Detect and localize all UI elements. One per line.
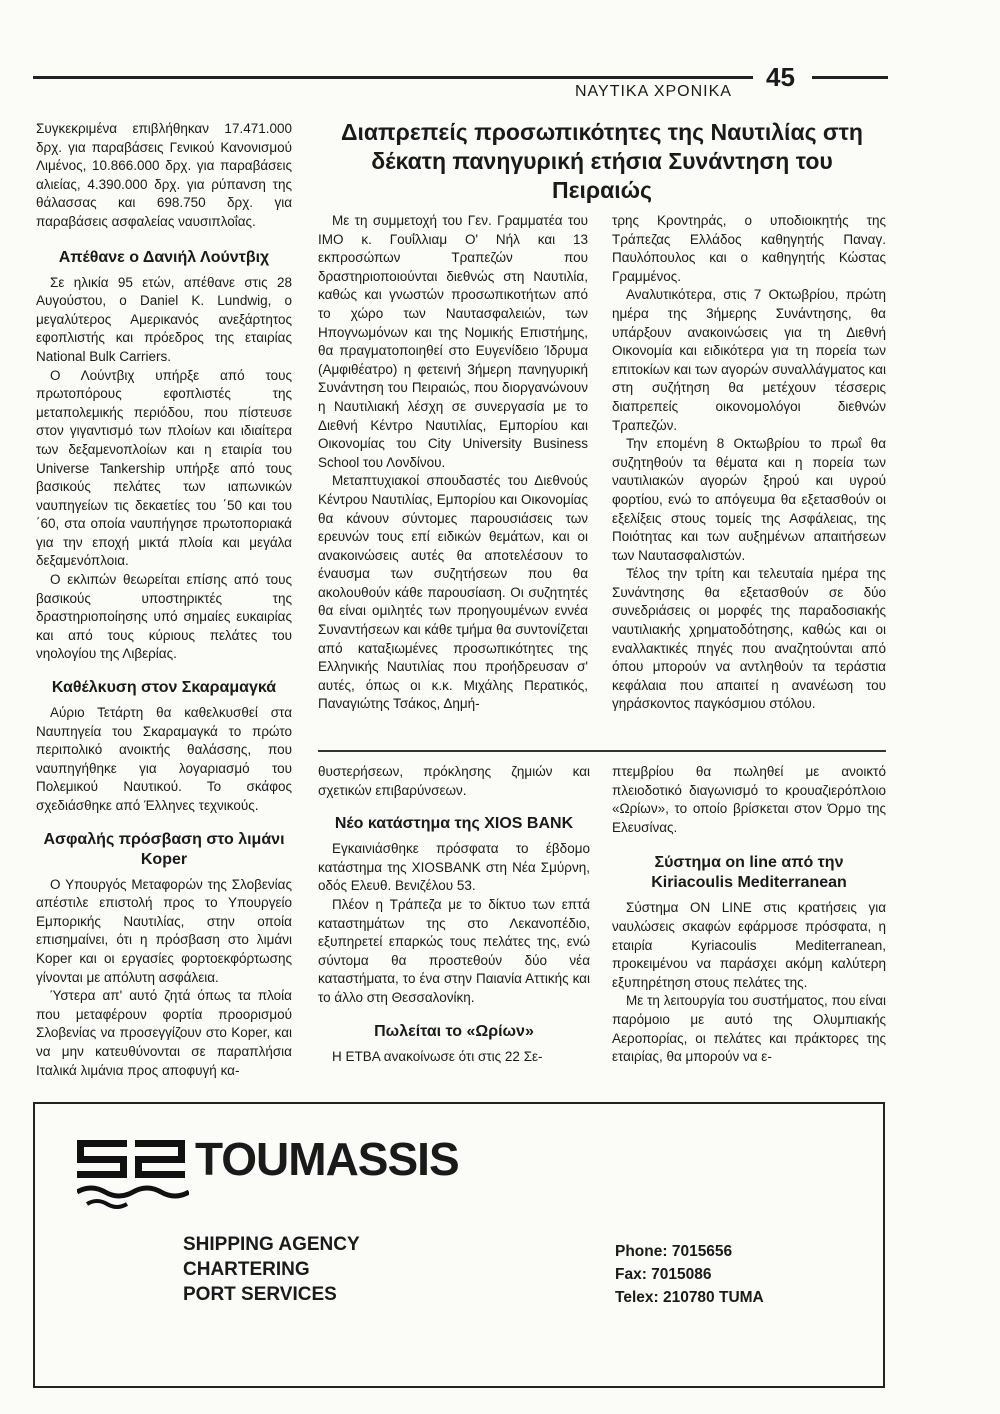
lundwig-paragraph-3: Ο εκλιπών θεωρείται επίσης από τους βασικούς υποστηρικτές της δραστηριοποίησης υπό σημαίες ευκαιρίας και από τους κύριους πελάτες του νηολογίου της Λιβερίας. (36, 572, 292, 662)
koper-heading: Ασφαλής πρόσβαση στο λιμάνι Koper (43, 830, 285, 868)
continuation-paragraph: θυστερήσεων, πρόκλησης ζημιών και σχετικών επιβαρύνσεων. (318, 764, 590, 798)
main-paragraph-1: Με τη συμμετοχή του Γεν. Γραμματέα του ΙΜΟ κ. Γουΐλλιαμ Ο' Νήλ και 13 εκπροσώπων Τραπεζών που δραστηριοποιούνται διεθνώς στη Ναυτιλία, καθώς και γνωστών προσωπικοτήτων από το χώρο των Ναυτασφαλειών, των Ηπογνωμόνων και της Νομικής Επιστήμης, θα πραγματοποιηθεί στο Ευγενίδειο Ίδρυμα (Αμφιθέατρο) η φετεινή 3ήμερη πανηγυρική Συνάντηση του Πειραιώς, που διοργανώνουν η Ναυτιλιακή λέσχη σε συνεργασία με το Διεθνή Κέντρο Ναυτιλίας, Εμπορίου και Οικονομίας του City University Business School του Λονδίνου. (318, 213, 588, 470)
main-paragraph-5: Την επομένη 8 Οκτωβρίου το πρωΐ θα συζητηθούν τα θέματα και η πορεία των ναυτιλιακών αγορών ξηρού και υγρού φορτίου, ενώ το απόγευμα θα εξετασθούν οι εξελίξεις στους τομείς της Ασφάλειας, της Ποιότητας και των αυξημένων απαιτήσεων των Ναυτασφαλιστών. (612, 436, 886, 563)
orion-paragraph: Η ΕΤΒΑ ανακοίνωσε ότι στις 22 Σε- (332, 1048, 543, 1064)
main-paragraph-4: Αναλυτικότερα, στις 7 Οκτωβρίου, πρώτη ημέρα της 3ήμερης Συνάντησης, θα υπάρξουν ανακοινώσεις για τη Διεθνή Οικονομία και ειδικότερα για τη πορεία των επιτοκίων και των αγορών συναλλάγματος και στη συζήτηση θα μετέχουν τέσσερις διαπρεπείς οικονομολόγοι διεθνών Τραπεζών. (612, 287, 886, 433)
page-number: 45 (766, 62, 795, 92)
service-item: SHIPPING AGENCY (183, 1234, 360, 1255)
brand-name: TOUMASSIS (195, 1133, 459, 1185)
main-paragraph-2: Μεταπτυχιακοί σπουδαστές του Διεθνούς Κέντρου Ναυτιλίας, Εμπορίου και Οικονομίας θα κάνουν σύντομες παρουσιάσεις των ερευνών τους επί ειδικών θεμάτων, και οι ανακοινώσεις αυτές θα αποτελέσουν το έναυσμα των συζητήσεων που θα ακολουθούν κάθε παρουσίαση. Οι συζητητές θα είναι ομιλητές των προηγουμένων εννέα Συναντήσεων και κάθε τμήμα θα συντονίζεται από καταξιωμένες προσωπικότητες της Ελληνικής Ναυτιλίας που προήδρευσαν σ' αυτές, όπως οι κ.κ. Μιχάλης Περατικός, Παναγιώτης Τσάκος, Δημή- (318, 473, 588, 712)
main-article-col-1 (318, 212, 588, 714)
article-divider (318, 750, 886, 752)
kyriacoulis-heading: Σύστημα on line από την Kiriacoulis Mediterranean (651, 854, 847, 892)
orion-continuation: πτεμβρίου θα πωληθεί με ανοικτό πλειοδοτικό διαγωνισμό το κρουαζιερόπλοιο «Ωρίων», το οποίο βρίσκεται στον Όρμο της Ελευσίνας. (612, 764, 886, 835)
lundwig-paragraph-2: Ο Λούντβιχ υπήρξε από τους πρωτοπόρους εφοπλιστές της μεταπολεμικής περιόδου, που πίστευσε στον γιγαντισμό των πλοίων και ιδιαίτερα των δεξαμενοπλοίων και η εταιρία του Universe Tankership υπήρξε από τους βασικούς πελάτες των ιαπωνικών ναυπηγείων τις δεκαετίες του ΄50 και του ΄60, στα οποία ναυπήγησε πρωτοποριακά για την εποχή μικτά πλοία και μεγάλα δεξαμενόπλοια. (36, 367, 292, 569)
main-paragraph-6: Τέλος την τρίτη και τελευταία ημέρα της Συνάντησης θα εξετασθούν σε δύο συνεδριάσεις οι μορφές της παραδοσιακής ναυτιλιακής χρηματοδότησης, καθώς και οι εναλλακτικές πηγές που αναζητούνται από όπου μπορούν να αντληθούν τα τεράστια κεφάλαια που απαιτεί η ανανέωση του γηράσκοντος παγκόσμιου στόλου. (612, 566, 886, 712)
header-rule-right (812, 76, 888, 79)
middle-lower-column (318, 763, 590, 1066)
skaramanga-paragraph: Αύριο Τετάρτη θα καθελκυσθεί στα Ναυπηγεία του Σκαραμαγκά το πρώτο περιπολικό ανοικτής θαλάσσης, που ναυπηγήθηκε για λογαριασμό του Πολεμικού Ναυτικού. Το σκάφος σχεδιάσθηκε από Έλληνες τεχνικούς. (36, 705, 292, 813)
running-title: ΝΑΥΤΙΚΑ ΧΡΟΝΙΚΑ (575, 83, 732, 100)
lundwig-heading: Απέθανε ο Δανιήλ Λούντβιχ (58, 248, 270, 266)
left-column (36, 120, 292, 1080)
main-article-col-2 (612, 212, 886, 714)
xios-paragraph-2: Πλέον η Τράπεζα με το δίκτυο των επτά καταστημάτων της στο Λεκανοπέδιο, εξυπηρετεί επαρκώς τους πελάτες της, ενώ σύντομα θα προστεθούν δύο νέα καταστήματα, το ένα στην Παιανία Αττικής και το άλλο στη Θεσσαλονίκη. (318, 896, 590, 1005)
ad-services (183, 1232, 360, 1307)
skaramanga-heading: Καθέλκυση στον Σκαραμαγκά (51, 679, 277, 697)
koper-paragraph-1: Ο Υπουργός Μεταφορών της Σλοβενίας απέστιλε επιστολή προς το Υπουργείο Εμπορικής Ναυτιλίας, στην οποία επισημαίνει, ότι η πρόσβαση στο λιμάνι Koper και οι εργασίες φορτοεκφόρτωσης γίνονται με απόλυτη ασφάλεια. (36, 876, 292, 985)
header-rule-left (33, 76, 753, 79)
toumassis-logo-icon (77, 1140, 189, 1210)
kyriacoulis-paragraph-1: Σύστημα ON LINE στις κρατήσεις για ναυλώσεις σκαφών εφάρμοσε πρόσφατα, η εταιρία Kyriacoulis Mediterranean, προκειμένου να παράσχει ακόμη καλύτερη εξυπηρέτηση στους πελάτες της. (612, 900, 886, 990)
xios-paragraph-1: Εγκαινιάσθηκε πρόσφατα το έβδομο κατάστημα της XIOSBANK στη Νέα Σμύρνη, οδός Ελευθ. Βενιζέλου 53. (318, 841, 590, 894)
main-paragraph-3: τρης Κροντηράς, ο υποδιοικητής της Τράπεζας Ελλάδος καθηγητής Παναγ. Παυλόπουλος και ο καθηγητής Κώστας Γραμμένος. (612, 213, 886, 284)
koper-paragraph-2: Ύστερα απ' αυτό ζητά όπως τα πλοία που μεταφέρουν φορτία προορισμού Σλοβενίας να προσεγγίζουν στο Koper, και να μην κατευθύνονται σε παραπλήσια Ιταλικά λιμάνια προς αποφυγή κα- (36, 988, 292, 1078)
intro-paragraph: Συγκεκριμένα επιβλήθηκαν 17.471.000 δρχ. για παραβάσεις Γενικού Κανονισμού Λιμένος, 10.866.000 δρχ. για παραβάσεις αλιείας, 4.390.000 δρχ. για ρύπανση της θάλασσας και 698.750 δρχ. για παραβάσεις ασφαλείας ναυσιπλοΐας. (36, 121, 292, 229)
main-article-title: Διαπρεπείς προσωπικότητες της Ναυτιλίας στη δέκατη πανηγυρική ετήσια Συνάντηση του Πειραιώς (341, 119, 863, 203)
phone-number: Phone: 7015656 (615, 1243, 733, 1260)
service-item: CHARTERING (183, 1259, 310, 1280)
kyriacoulis-paragraph-2: Με τη λειτουργία του συστήματος, που είναι παρόμοιο με αυτό της Ολυμπιακής Αεροπορίας, οι πελάτες και πράκτορες της εταιρίας, θα μπορούν να ε- (612, 993, 886, 1065)
lundwig-paragraph-1: Σε ηλικία 95 ετών, απέθανε στις 28 Αυγούστου, ο Daniel K. Lundwig, ο μεγαλύτερος Αμερικανός ανεξάρτητος εφοπλιστής και πρόεδρος της εταιρίας National Bulk Carriers. (36, 274, 292, 364)
xios-heading: Νέο κατάστημα της XIOS BANK (334, 815, 574, 833)
right-lower-column (612, 763, 886, 1067)
service-item: PORT SERVICES (183, 1284, 337, 1305)
fax-number: Fax: 7015086 (615, 1266, 712, 1283)
orion-heading: Πωλείται το «Ωρίων» (374, 1022, 534, 1040)
ad-contact (615, 1240, 764, 1309)
toumassis-advertisement (33, 1102, 885, 1388)
telex-number: Telex: 210780 TUMA (615, 1289, 764, 1306)
